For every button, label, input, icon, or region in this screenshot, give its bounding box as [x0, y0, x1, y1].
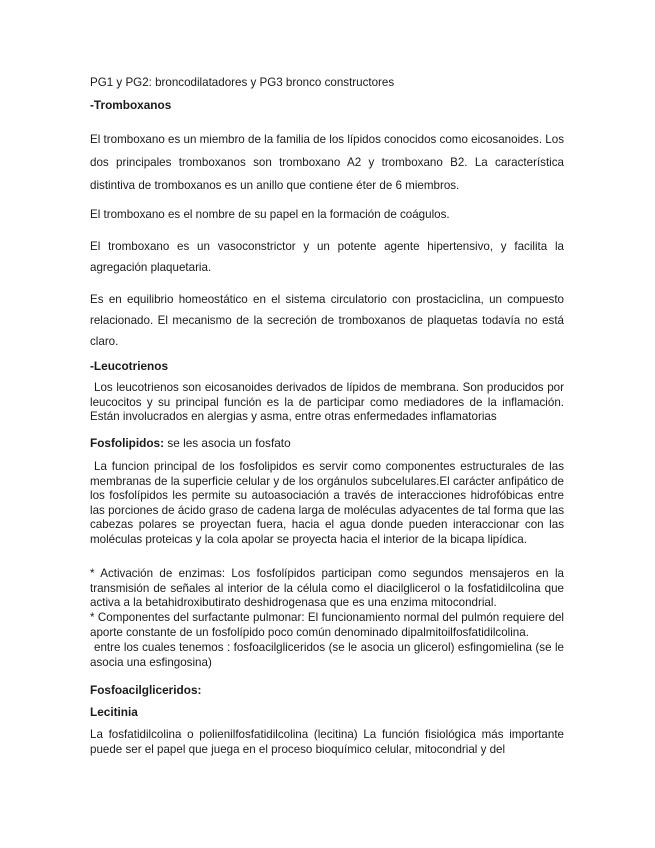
heading-fosfolipidos-bold: Fosfolipidos: [90, 436, 165, 450]
tromboxanos-paragraph-4: Es en equilibrio homeostático en el sistema circulatorio con prostaciclina, un compuesto relacionado. El mecanismo de la secreción de tromboxanos de plaquetas todavía no está claro. [90, 293, 564, 348]
heading-fosfolipidos-rest: se les asocia un fosfato [164, 436, 291, 450]
tromboxanos-paragraph-2: El tromboxano es el nombre de su papel en la formación de coágulos. [90, 208, 450, 221]
heading-fosfolipidos [90, 436, 564, 451]
heading-fosfoacilgliceridos: Fosfoacilgliceridos: [90, 683, 202, 697]
pg-line: PG1 y PG2: broncodilatadores y PG3 bronco constructores [90, 76, 395, 89]
heading-lecitinia: Lecitinia [90, 705, 138, 719]
heading-leucotrienos: -Leucotrienos [90, 359, 168, 373]
fosfolipidos-paragraph-1 [90, 460, 564, 547]
fosfolipidos-paragraph-2: * Activación de enzimas: Los fosfolípidos participan como segundos mensajeros en la transmisión de señales al interior de la célula como el diacilglicerol o la fosfatidilcolina que activa a la betahidroxibutirato deshidrogenasa que es una enzima mitocondrial. [90, 567, 564, 609]
leucotrienos-paragraph [90, 381, 564, 425]
fosfolipidos-paragraph-3: * Componentes del surfactante pulmonar: El funcionamiento normal del pulmón requiere del aporte constante de un fosfolípido poco común denominado dipalmitoilfosfatidilcolina. [90, 611, 564, 639]
tromboxanos-paragraph-3: El tromboxano es un vasoconstrictor y un potente agente hipertensivo, y facilita la agregación plaquetaria. [90, 240, 564, 274]
lecitinia-paragraph-1: La fosfatidilcolina o polienilfosfatidilcolina (lecitina) La función fisiológica más importante puede ser el papel que juega en el proceso bioquímico celular, mitocondrial y del [90, 728, 564, 756]
heading-tromboxanos: -Tromboxanos [90, 98, 172, 112]
fosfolipidos-paragraph-4 [90, 641, 564, 670]
leucotrienos-paragraph-text: Los leucotrienos son eicosanoides derivados de lípidos de membrana. Son producidos por leucocitos y su principal función es la de participar como mediadores de la inflamación. Están involucrados en alergias y asma, entre otras enfermedades inflamatorias [90, 381, 564, 423]
fosfolipidos-paragraph-4-text: entre los cuales tenemos : fosfoacilgliceridos (se le asocia un glicerol) esfingomielina (se le asocia una esfingosina) [90, 641, 564, 669]
tromboxanos-paragraph-1: El tromboxano es un miembro de la familia de los lípidos conocidos como eicosanoides. Los dos principales tromboxanos son tromboxano A2 y tromboxano B2. La característica distintiva de tromboxanos es un anillo que contiene éter de 6 miembros. [90, 133, 564, 192]
fosfolipidos-paragraph-1-text: La funcion principal de los fosfolipidos es servir como componentes estructurales de las membranas de la superficie celular y de los orgánulos subcelulares.El carácter anfipático de los fosfolípidos les permite su autoasociación a través de interacciones hidrofóbicas entre las porciones de ácido graso de cadena larga de moléculas adyacentes de tal forma que las cabezas polares se proyectan fuera, hacia el agua donde pueden interaccionar con las moléculas proteicas y la cola apolar se proyecta hacia el interior de la bicapa lipídica. [90, 460, 564, 546]
